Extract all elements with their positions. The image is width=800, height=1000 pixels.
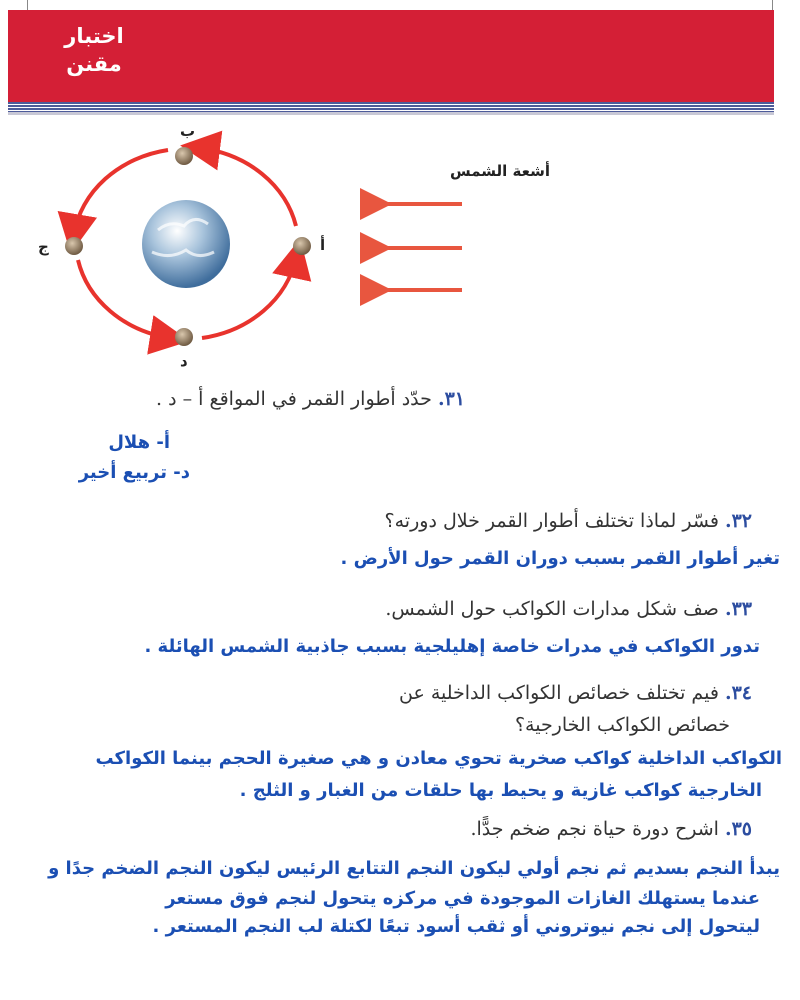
header-stripes	[8, 102, 774, 112]
earth	[142, 200, 230, 288]
label-c: ج	[38, 238, 49, 256]
label-d: د	[180, 352, 188, 370]
answer-35-line2: عندما يستهلك الغازات الموجودة في مركزه يتحول لنجم فوق مستعر	[165, 888, 760, 909]
sun-ray-arrows	[388, 204, 462, 290]
question-34-text: فيم تختلف خصائص الكواكب الداخلية عن	[398, 682, 719, 704]
header-title-line2: مقنن	[66, 52, 122, 76]
moon-position-c	[65, 237, 83, 255]
label-b: ب	[180, 122, 196, 140]
header-underline	[8, 112, 774, 115]
moon-position-d	[175, 328, 193, 346]
answer-35-line1: يبدأ النجم بسديم ثم نجم أولي ليكون النجم التتابع الرئيس ليكون النجم الضخم جدًا و	[48, 858, 780, 879]
label-a: أ	[320, 236, 326, 254]
question-34-number: ٣٤.	[724, 682, 752, 704]
question-31-number: ٣١.	[437, 388, 465, 410]
question-34	[399, 680, 752, 706]
question-33-text: صف شكل مدارات الكواكب حول الشمس.	[385, 598, 719, 620]
question-32-number: ٣٢.	[724, 510, 752, 532]
question-31	[156, 386, 465, 412]
answer-32: تغير أطوار القمر بسبب دوران القمر حول الأرض .	[340, 548, 780, 569]
answer-34-line1: الكواكب الداخلية كواكب صخرية تحوي معادن و هي صغيرة الحجم بينما الكواكب	[95, 748, 782, 769]
question-35	[470, 816, 752, 842]
moon-position-b	[175, 147, 193, 165]
question-35-number: ٣٥.	[724, 818, 752, 840]
question-33	[385, 596, 752, 622]
answer-33: تدور الكواكب في مدرات خاصة إهليلجية بسبب جاذبية الشمس الهائلة .	[144, 636, 760, 657]
question-34-line2: خصائص الكواكب الخارجية؟	[514, 714, 730, 736]
header-title-line1: اختبار	[64, 24, 124, 48]
answer-31-line2: د- تربيع أخير	[78, 462, 190, 483]
question-33-number: ٣٣.	[724, 598, 752, 620]
question-32-text: فسّر لماذا تختلف أطوار القمر خلال دورته؟	[384, 510, 719, 532]
moon-position-a	[293, 237, 311, 255]
header-title	[54, 22, 134, 78]
answer-34-line2: الخارجية كواكب غازية و يحيط بها حلقات من الغبار و الثلج .	[239, 780, 762, 801]
moon-orbit-diagram	[20, 120, 550, 370]
question-32	[385, 508, 752, 534]
answer-35-line3: ليتحول إلى نجم نيوتروني أو ثقب أسود تبعًا لكتلة لب النجم المستعر .	[152, 916, 760, 937]
sun-rays-label: أشعة الشمس	[450, 162, 550, 180]
question-35-text: اشرح دورة حياة نجم ضخم جدًّا.	[470, 818, 719, 840]
question-31-text: حدّد أطوار القمر في المواقع أ – د .	[156, 388, 432, 410]
answer-31-line1: أ- هلال	[108, 432, 170, 453]
